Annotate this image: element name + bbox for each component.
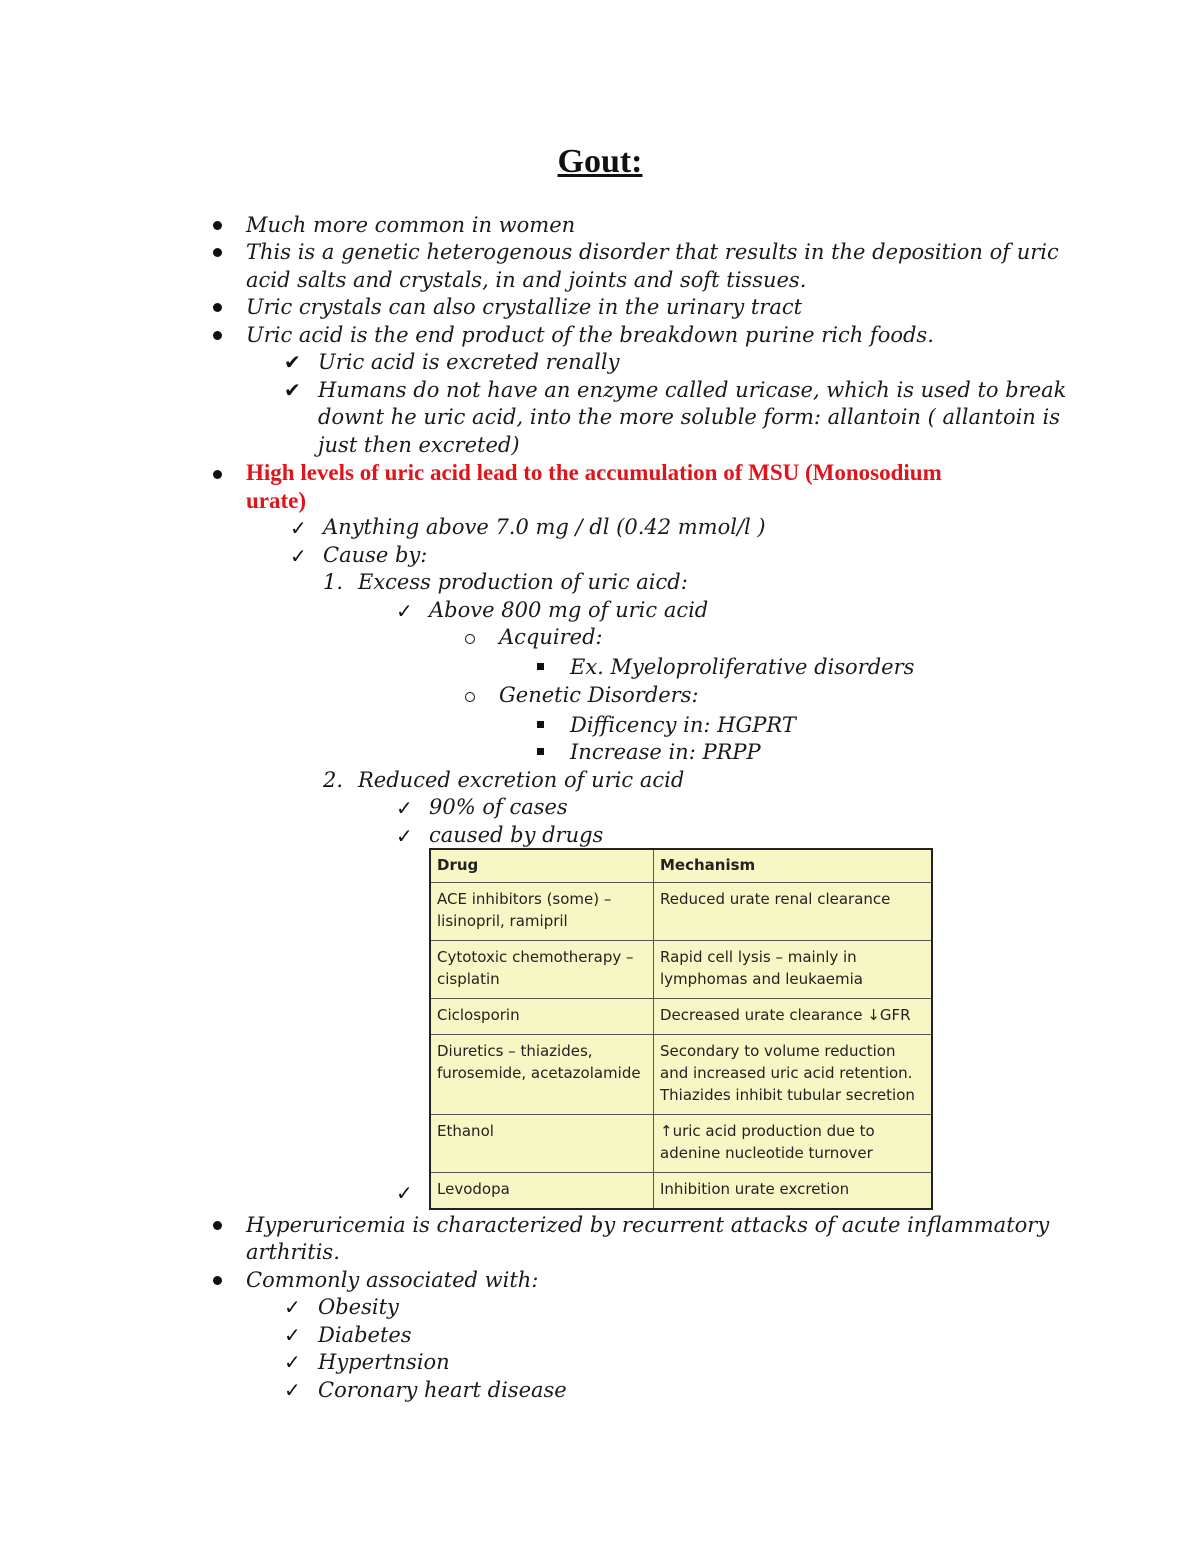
drug-cell: Ciclosporin bbox=[430, 999, 654, 1035]
drug-cell: Levodopa bbox=[430, 1173, 654, 1210]
sub-heading: Genetic Disorders: bbox=[499, 683, 699, 707]
list-number: 2. bbox=[323, 768, 344, 792]
check-icon: ✓ bbox=[396, 796, 413, 820]
check-text: 90% of cases bbox=[429, 795, 568, 819]
check-icon: ✓ bbox=[290, 544, 307, 568]
check-icon: ✓ bbox=[396, 1181, 413, 1205]
cause-heading: Excess production of uric aicd: bbox=[358, 570, 688, 594]
check-text: Obesity bbox=[318, 1295, 399, 1319]
column-header-drug: Drug bbox=[430, 849, 654, 883]
cause-heading: Reduced excretion of uric acid bbox=[358, 768, 685, 792]
check-icon: ✓ bbox=[284, 1350, 301, 1374]
check-icon: ✓ bbox=[290, 516, 307, 540]
check-text-continued: downt he uric acid, into the more soluble form: allantoin ( allantoin is bbox=[318, 405, 1060, 429]
heavy-check-icon: ✔ bbox=[284, 350, 301, 374]
check-text: Diabetes bbox=[318, 1323, 412, 1347]
check-icon: ✓ bbox=[396, 824, 413, 848]
bullet-dot bbox=[213, 470, 222, 479]
table-row bbox=[430, 999, 932, 1035]
bullet-text: Hyperuricemia is characterized by recurrent attacks of acute inflammatory bbox=[246, 1213, 1050, 1237]
bullet-text: Uric acid is the end product of the breakdown purine rich foods. bbox=[246, 323, 934, 347]
mechanism-cell: Decreased urate clearance ↓GFR bbox=[654, 999, 933, 1035]
table-header-row bbox=[430, 849, 932, 883]
drug-mechanism-table bbox=[429, 848, 933, 1210]
mechanism-cell: Inhibition urate excretion bbox=[654, 1173, 933, 1210]
page-title: Gout: bbox=[557, 143, 643, 180]
column-header-mechanism: Mechanism bbox=[654, 849, 933, 883]
square-bullet-icon bbox=[537, 748, 544, 755]
table-row bbox=[430, 883, 932, 941]
sub-heading: Acquired: bbox=[499, 625, 603, 649]
check-text: Anything above 7.0 mg / dl (0.42 mmol/l ) bbox=[323, 515, 766, 539]
check-text: Cause by: bbox=[323, 543, 428, 567]
bullet-dot bbox=[213, 331, 222, 340]
sub-item: Increase in: PRPP bbox=[570, 740, 761, 764]
table-row bbox=[430, 1035, 932, 1115]
bullet-text-continued: acid salts and crystals, in and joints and soft tissues. bbox=[246, 268, 807, 292]
bullet-dot bbox=[213, 221, 222, 230]
mechanism-cell: Rapid cell lysis – mainly in lymphomas and leukaemia bbox=[654, 941, 933, 999]
sub-item: Difficency in: HGPRT bbox=[570, 713, 796, 737]
check-icon: ✓ bbox=[284, 1323, 301, 1347]
mechanism-cell: Secondary to volume reduction and increased uric acid retention. Thiazides inhibit tubular secretion bbox=[654, 1035, 933, 1115]
check-icon: ✓ bbox=[396, 599, 413, 623]
drug-cell: ACE inhibitors (some) – lisinopril, ramipril bbox=[430, 883, 654, 941]
drug-cell: Ethanol bbox=[430, 1115, 654, 1173]
bullet-text: Much more common in women bbox=[246, 213, 576, 237]
check-icon: ✓ bbox=[284, 1378, 301, 1402]
circle-bullet-icon bbox=[465, 692, 475, 702]
sub-item: Ex. Myeloproliferative disorders bbox=[570, 655, 915, 679]
mechanism-cell: ↑uric acid production due to adenine nucleotide turnover bbox=[654, 1115, 933, 1173]
check-text: caused by drugs bbox=[429, 823, 604, 847]
bullet-dot bbox=[213, 248, 222, 257]
circle-bullet-icon bbox=[465, 634, 475, 644]
square-bullet-icon bbox=[537, 663, 544, 670]
check-text: Above 800 mg of uric acid bbox=[429, 598, 709, 622]
bullet-dot bbox=[213, 1276, 222, 1285]
list-number: 1. bbox=[323, 570, 344, 594]
square-bullet-icon bbox=[537, 721, 544, 728]
drug-cell: Cytotoxic chemotherapy – cisplatin bbox=[430, 941, 654, 999]
check-text-continued: just then excreted) bbox=[318, 433, 520, 457]
check-icon: ✓ bbox=[284, 1295, 301, 1319]
bullet-text: Uric crystals can also crystallize in the urinary tract bbox=[246, 295, 803, 319]
heavy-check-icon: ✔ bbox=[284, 378, 301, 402]
check-text: Hypertnsion bbox=[318, 1350, 450, 1374]
msu-heading-continued: urate) bbox=[246, 488, 307, 513]
bullet-text-continued: arthritis. bbox=[246, 1240, 340, 1264]
bullet-text: This is a genetic heterogenous disorder that results in the deposition of uric bbox=[246, 240, 1059, 264]
check-text: Coronary heart disease bbox=[318, 1378, 567, 1402]
drug-cell: Diuretics – thiazides, furosemide, acetazolamide bbox=[430, 1035, 654, 1115]
bullet-dot bbox=[213, 303, 222, 312]
table-row bbox=[430, 1173, 932, 1210]
msu-heading: High levels of uric acid lead to the accumulation of MSU (Monosodium bbox=[246, 460, 942, 485]
check-text: Uric acid is excreted renally bbox=[318, 350, 620, 374]
table-row bbox=[430, 941, 932, 999]
table-row bbox=[430, 1115, 932, 1173]
bullet-dot bbox=[213, 1221, 222, 1230]
bullet-text: Commonly associated with: bbox=[246, 1268, 539, 1292]
check-text: Humans do not have an enzyme called uricase, which is used to break bbox=[318, 378, 1067, 402]
mechanism-cell: Reduced urate renal clearance bbox=[654, 883, 933, 941]
